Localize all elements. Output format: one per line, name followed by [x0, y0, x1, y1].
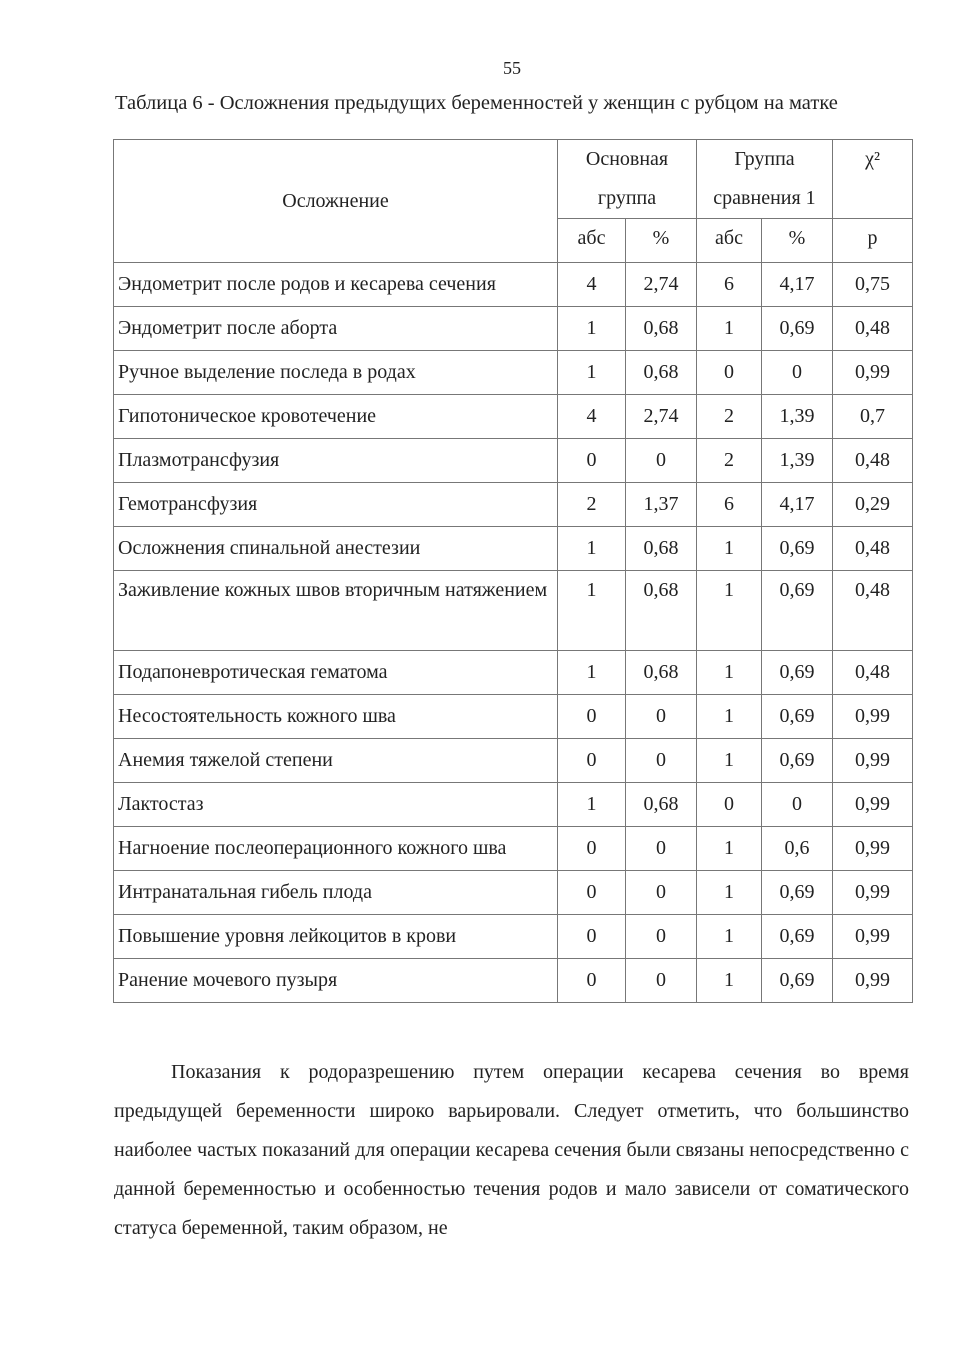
cell-main-abs: 0	[558, 827, 626, 871]
header-p: p	[833, 219, 913, 263]
cell-cmp-percent: 0,69	[762, 959, 833, 1003]
row-label: Гемотрансфузия	[114, 483, 558, 527]
body-paragraph: Показания к родоразрешению путем операции кесарева сечения во время предыдущей беременности широко варьировали. Следует отметить, что большинство наиболее частых показаний для операции кесарева сечения были связаны непосредственно с данной беременностью и особенностью течения родов и мало зависели от соматического статуса беременной, таким образом, не	[114, 1061, 909, 1239]
table-row	[114, 827, 913, 871]
cell-main-percent: 0,68	[626, 351, 697, 395]
cell-main-abs: 1	[558, 783, 626, 827]
cell-main-percent: 0,68	[626, 571, 697, 651]
table-row	[114, 571, 913, 651]
cell-cmp-percent: 1,39	[762, 439, 833, 483]
cell-p-value: 0,99	[833, 695, 913, 739]
header-main-group: Основная группа	[558, 140, 697, 219]
cell-p-value: 0,7	[833, 395, 913, 439]
cell-cmp-abs: 1	[697, 307, 762, 351]
cell-cmp-abs: 1	[697, 527, 762, 571]
header-chi-square: χ²	[833, 140, 913, 219]
cell-cmp-percent: 4,17	[762, 263, 833, 307]
table-row	[114, 483, 913, 527]
cell-cmp-abs: 0	[697, 783, 762, 827]
cell-main-abs: 0	[558, 959, 626, 1003]
cell-main-percent: 2,74	[626, 263, 697, 307]
cell-cmp-abs: 6	[697, 263, 762, 307]
cell-cmp-percent: 0,69	[762, 915, 833, 959]
row-label: Ручное выделение последа в родах	[114, 351, 558, 395]
table-row	[114, 307, 913, 351]
header-main-abs: абс	[558, 219, 626, 263]
cell-p-value: 0,99	[833, 783, 913, 827]
cell-cmp-abs: 1	[697, 915, 762, 959]
cell-cmp-percent: 0	[762, 351, 833, 395]
cell-main-percent: 0,68	[626, 307, 697, 351]
cell-main-abs: 4	[558, 395, 626, 439]
header-cmp-abs: абс	[697, 219, 762, 263]
cell-p-value: 0,75	[833, 263, 913, 307]
cell-main-percent: 0	[626, 827, 697, 871]
table-row	[114, 695, 913, 739]
cell-p-value: 0,99	[833, 739, 913, 783]
row-label: Эндометрит после аборта	[114, 307, 558, 351]
cell-cmp-abs: 2	[697, 395, 762, 439]
cell-cmp-percent: 0,6	[762, 827, 833, 871]
cell-main-percent: 0	[626, 915, 697, 959]
cell-cmp-percent: 0,69	[762, 527, 833, 571]
cell-main-percent: 0,68	[626, 651, 697, 695]
cell-p-value: 0,48	[833, 571, 913, 651]
table-row	[114, 439, 913, 483]
cell-cmp-percent: 4,17	[762, 483, 833, 527]
cell-main-abs: 1	[558, 351, 626, 395]
cell-p-value: 0,99	[833, 871, 913, 915]
cell-cmp-abs: 1	[697, 827, 762, 871]
cell-cmp-abs: 1	[697, 571, 762, 651]
cell-cmp-abs: 0	[697, 351, 762, 395]
cell-main-percent: 0	[626, 871, 697, 915]
cell-main-abs: 1	[558, 307, 626, 351]
row-label: Нагноение послеоперационного кожного шва	[114, 827, 558, 871]
cell-cmp-percent: 0,69	[762, 739, 833, 783]
cell-main-percent: 0	[626, 739, 697, 783]
cell-p-value: 0,99	[833, 915, 913, 959]
cell-cmp-abs: 1	[697, 871, 762, 915]
cell-p-value: 0,48	[833, 307, 913, 351]
cell-main-abs: 4	[558, 263, 626, 307]
table-row	[114, 915, 913, 959]
row-label: Осложнения спинальной анестезии	[114, 527, 558, 571]
row-label: Ранение мочевого пузыря	[114, 959, 558, 1003]
table-caption: Таблица 6 - Осложнения предыдущих беременностей у женщин с рубцом на матке	[115, 92, 838, 114]
row-label: Лактостаз	[114, 783, 558, 827]
table-row	[114, 783, 913, 827]
cell-cmp-abs: 6	[697, 483, 762, 527]
row-label: Повышение уровня лейкоцитов в крови	[114, 915, 558, 959]
row-label: Эндометрит после родов и кесарева сечения	[114, 263, 558, 307]
table-row	[114, 739, 913, 783]
cell-cmp-percent: 0,69	[762, 307, 833, 351]
cell-main-percent: 0	[626, 959, 697, 1003]
cell-p-value: 0,99	[833, 959, 913, 1003]
cell-main-abs: 1	[558, 571, 626, 651]
cell-main-abs: 2	[558, 483, 626, 527]
cell-cmp-percent: 0	[762, 783, 833, 827]
row-label: Анемия тяжелой степени	[114, 739, 558, 783]
table-row	[114, 527, 913, 571]
cell-cmp-percent: 1,39	[762, 395, 833, 439]
cell-cmp-percent: 0,69	[762, 571, 833, 651]
cell-cmp-abs: 1	[697, 739, 762, 783]
cell-main-percent: 0,68	[626, 527, 697, 571]
cell-main-percent: 0	[626, 439, 697, 483]
cell-main-percent: 0	[626, 695, 697, 739]
cell-main-abs: 0	[558, 871, 626, 915]
cell-cmp-abs: 2	[697, 439, 762, 483]
cell-main-abs: 1	[558, 651, 626, 695]
cell-main-abs: 0	[558, 695, 626, 739]
cell-p-value: 0,29	[833, 483, 913, 527]
table-row	[114, 395, 913, 439]
row-label: Гипотоническое кровотечение	[114, 395, 558, 439]
row-label: Интранатальная гибель плода	[114, 871, 558, 915]
cell-cmp-abs: 1	[697, 695, 762, 739]
table-row	[114, 651, 913, 695]
cell-main-abs: 0	[558, 915, 626, 959]
header-complication: Осложнение	[114, 140, 558, 263]
cell-main-percent: 1,37	[626, 483, 697, 527]
cell-main-abs: 1	[558, 527, 626, 571]
cell-cmp-percent: 0,69	[762, 871, 833, 915]
row-label: Плазмотрансфузия	[114, 439, 558, 483]
cell-cmp-percent: 0,69	[762, 695, 833, 739]
cell-p-value: 0,48	[833, 439, 913, 483]
page-number: 55	[503, 58, 521, 78]
header-main-percent: %	[626, 219, 697, 263]
row-label: Подапоневротическая гематома	[114, 651, 558, 695]
table-row	[114, 959, 913, 1003]
header-cmp-percent: %	[762, 219, 833, 263]
table-row	[114, 263, 913, 307]
row-label: Заживление кожных швов вторичным натяжением	[114, 571, 558, 651]
cell-p-value: 0,48	[833, 651, 913, 695]
table-row	[114, 351, 913, 395]
cell-cmp-abs: 1	[697, 651, 762, 695]
cell-cmp-abs: 1	[697, 959, 762, 1003]
header-comparison-group: Группа сравнения 1	[697, 140, 833, 219]
cell-main-percent: 0,68	[626, 783, 697, 827]
cell-main-percent: 2,74	[626, 395, 697, 439]
cell-p-value: 0,48	[833, 527, 913, 571]
cell-p-value: 0,99	[833, 351, 913, 395]
row-label: Несостоятельность кожного шва	[114, 695, 558, 739]
complications-table	[113, 139, 913, 1003]
cell-main-abs: 0	[558, 739, 626, 783]
cell-main-abs: 0	[558, 439, 626, 483]
cell-cmp-percent: 0,69	[762, 651, 833, 695]
table-row	[114, 871, 913, 915]
cell-p-value: 0,99	[833, 827, 913, 871]
